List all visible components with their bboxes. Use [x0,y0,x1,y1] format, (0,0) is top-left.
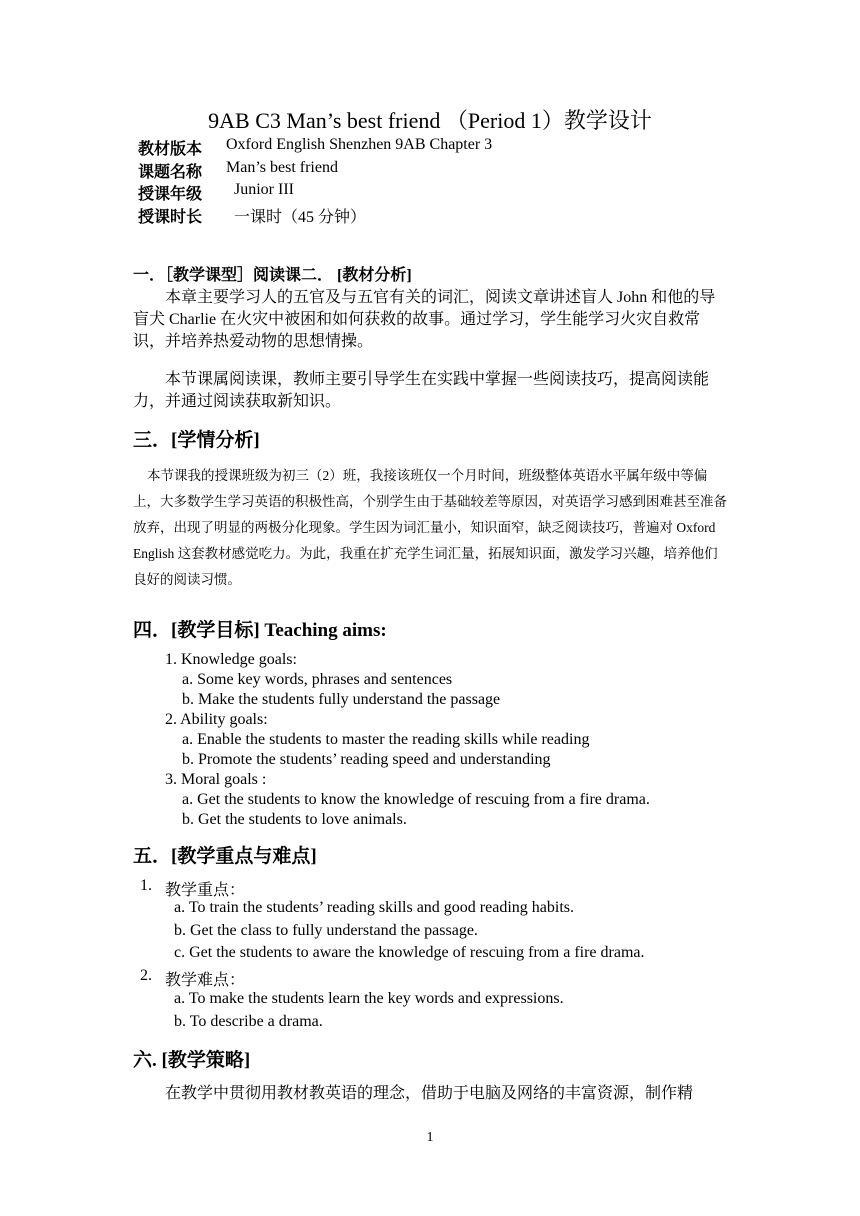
paragraph-lesson-type: 本节课属阅读课，教师主要引导学生在实践中掌握一些阅读技巧，提高阅读能力，并通过阅读获取新知识。 [133,371,710,410]
aim-line: 1. Knowledge goals: [165,651,297,668]
list-number: 2. [140,967,152,984]
aim-line: b. Get the students to love animals. [182,811,407,828]
aim-line: 2. Ability goals: [165,711,268,728]
paragraph-student-analysis: 本节课我的授课班级为初三（2）班，我接该班仅一个月时间，班级整体英语水平属年级中等偏上，大多数学生学习英语的积极性高，个别学生由于基础较差等原因，对英语学习感到困难甚至准备放弃，出现了明显的两极分化现象。学生因为词汇量小，知识面窄，缺乏阅读技巧，普遍对 Oxford English 这套教材感觉吃力。为此，我重在扩充学生词汇量，拓展知识面，激发学习兴趣，培养他们良好的阅读习惯。 [133,468,727,587]
list-number: 1. [140,877,152,894]
aim-line: a. Get the students to know the knowledge of rescuing from a fire drama. [182,791,650,808]
difficult-point-line: b. To describe a drama. [174,1013,323,1030]
section-heading-course-type: 一．［教学课型］阅读课二． [教材分析] [133,267,412,284]
key-point-line: c. Get the students to aware the knowledge of rescuing from a fire drama. [174,944,645,961]
paragraph-strategy: 在教学中贯彻用教材教英语的理念，借助于电脑及网络的丰富资源，制作精 [165,1085,694,1102]
difficult-points-label: 教学难点： [165,972,246,989]
difficult-point-line: a. To make the students learn the key words and expressions. [174,990,564,1007]
meta-key-topic: 课题名称 [138,164,203,181]
meta-key-duration: 授课时长 [138,209,203,226]
aim-line: a. Enable the students to master the reading skills while reading [182,731,590,748]
document-title: 9AB C3 Man’s best friend （Period 1）教学设计 [208,108,652,133]
page-number: 1 [426,1130,434,1145]
meta-key-edition: 教材版本 [138,141,203,158]
section-heading-student-analysis: 三．[学情分析] [133,430,260,451]
paragraph-material-analysis: 本章主要学习人的五官及与五官有关的词汇，阅读文章讲述盲人 John 和他的导盲犬 Charlie 在火灾中被困和如何获救的故事。通过学习，学生能学习火灾自救常识，并培养热爱动物的思想情操。 [133,289,716,350]
meta-key-grade: 授课年级 [138,186,203,203]
meta-value-topic: Man’s best friend [226,159,338,176]
meta-value-grade: Junior III [234,181,294,198]
key-point-line: a. To train the students’ reading skills and good reading habits. [174,899,574,916]
meta-value-edition: Oxford English Shenzhen 9AB Chapter 3 [226,136,493,153]
section-heading-key-points: 五．[教学重点与难点] [133,846,317,867]
aim-line: a. Some key words, phrases and sentences [182,671,453,688]
section-heading-strategy: 六. [教学策略] [133,1050,251,1071]
aim-line: 3. Moral goals : [165,771,267,788]
section-heading-teaching-aims: 四．[教学目标] Teaching aims: [133,620,387,641]
meta-value-duration: 一课时（45 分钟） [234,209,367,226]
key-points-label: 教学重点： [165,882,246,899]
aim-line: b. Promote the students’ reading speed and understanding [182,751,551,768]
key-point-line: b. Get the class to fully understand the passage. [174,922,478,939]
aim-line: b. Make the students fully understand the passage [182,691,501,708]
